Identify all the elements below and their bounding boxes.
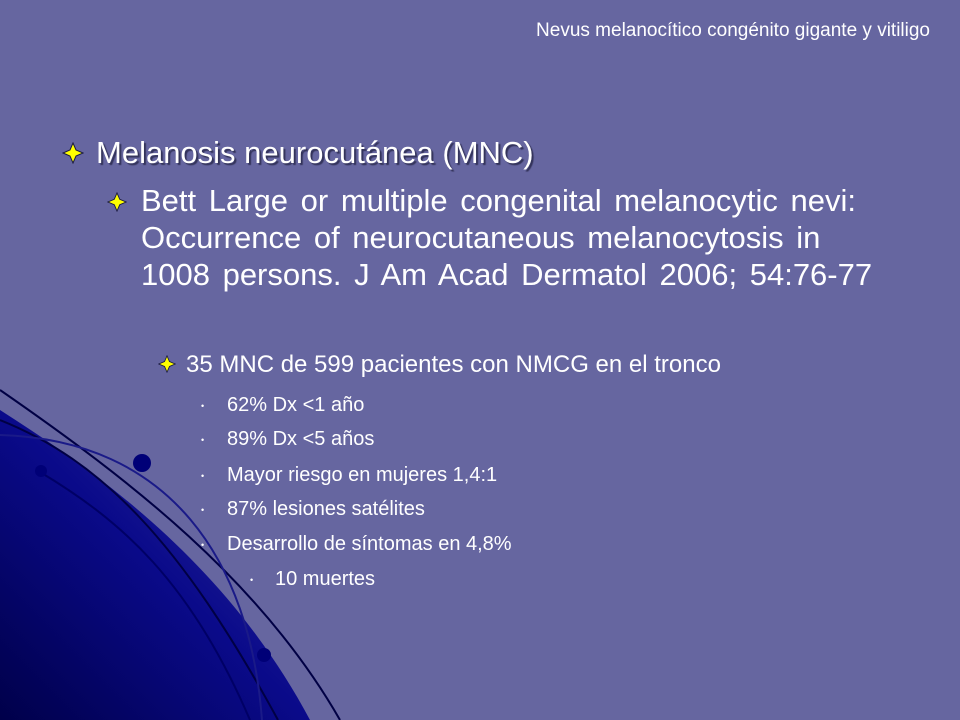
dot-large	[133, 454, 151, 472]
diamond-bullet-icon	[62, 142, 84, 164]
bullet-level1	[62, 133, 932, 173]
diamond-bullet-icon	[158, 355, 176, 373]
dot-small	[35, 465, 47, 477]
sub-stat-item	[250, 565, 750, 593]
dot-bullet-icon: •	[201, 435, 205, 445]
stat-item	[201, 530, 801, 558]
stat-item	[201, 425, 801, 453]
stat-item	[201, 495, 801, 523]
slide-header-title: Nevus melanocítico congénito gigante y vitiligo	[536, 20, 930, 41]
stat-text: 89% Dx <5 años	[227, 428, 375, 450]
dot-bullet-icon: •	[250, 575, 254, 585]
stat-text: Mayor riesgo en mujeres 1,4:1	[227, 464, 498, 486]
dot-medium	[257, 648, 271, 662]
stat-item	[201, 391, 801, 419]
dot-bullet-icon: •	[201, 540, 205, 550]
dot-bullet-icon: •	[201, 401, 205, 411]
stat-item	[201, 461, 801, 489]
bullet-level2	[107, 182, 887, 293]
finding-text: 35 MNC de 599 pacientes con NMCG en el tronco	[186, 351, 721, 378]
stat-text: Desarrollo de síntomas en 4,8%	[227, 533, 512, 555]
heading-text: Melanosis neurocutánea (MNC)	[96, 135, 534, 170]
stat-text: 62% Dx <1 año	[227, 394, 365, 416]
diamond-bullet-icon	[107, 192, 127, 212]
dot-bullet-icon: •	[201, 505, 205, 515]
bullet-level3	[158, 348, 918, 382]
stat-text: 87% lesiones satélites	[227, 498, 425, 520]
dot-bullet-icon: •	[201, 471, 205, 481]
sub-stat-text: 10 muertes	[275, 568, 376, 590]
reference-text: Bett Large or multiple congenital melanocytic nevi: Occurrence of neurocutaneous melanocytosis in 1008 persons. J Am Acad Dermatol 2006; 54:76-77	[141, 183, 873, 292]
